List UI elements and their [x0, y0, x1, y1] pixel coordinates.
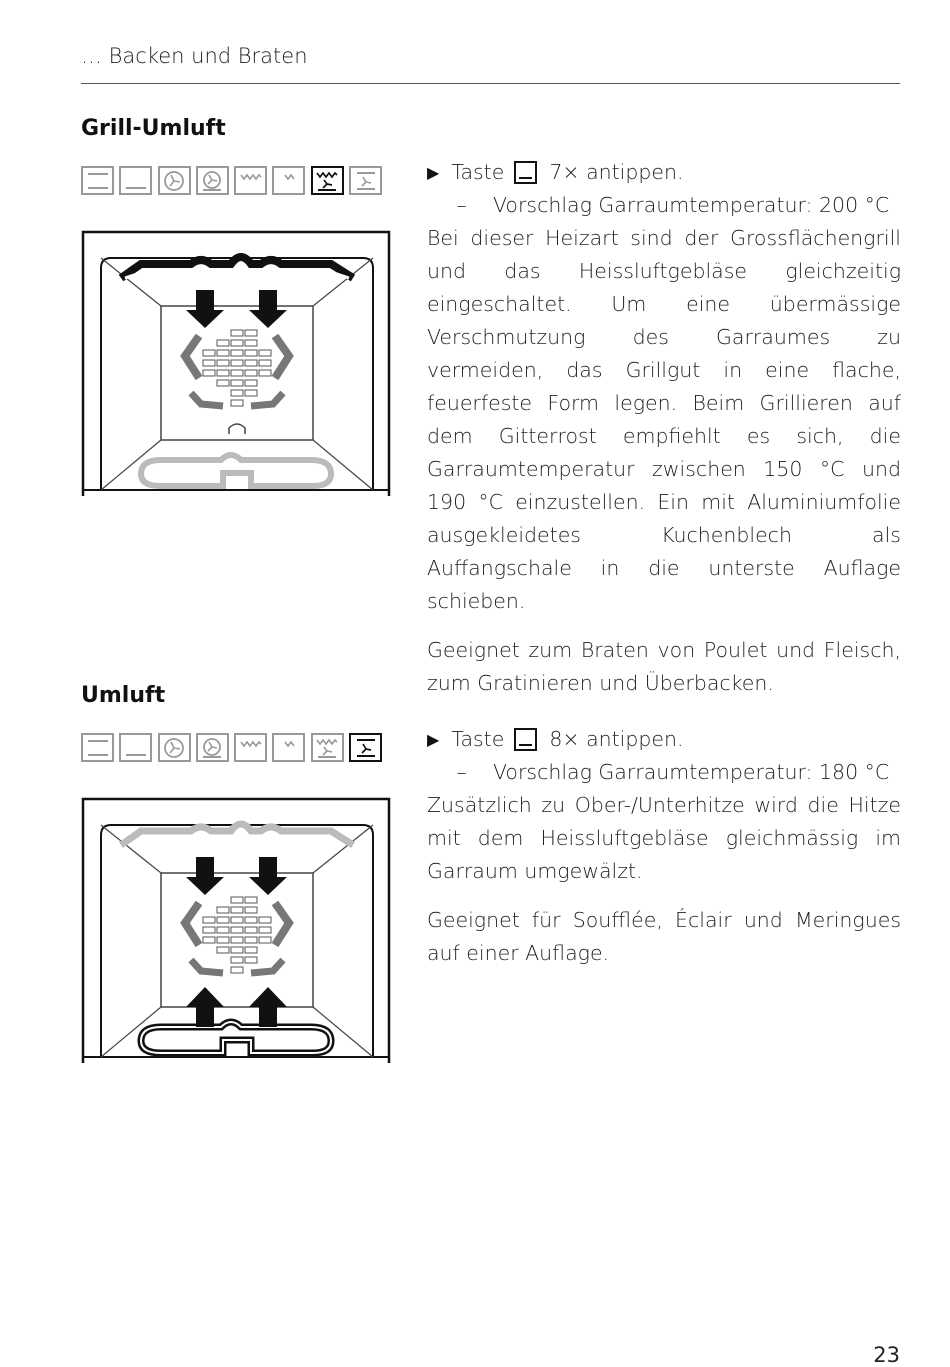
- suitability-paragraph: Geeignet für Soufflée, Éclair und Meringues auf einer Auflage.: [427, 908, 901, 965]
- bullet-triangle-icon: ▶: [427, 730, 440, 749]
- suitability-paragraph: Geeignet zum Braten von Poulet und Fleisch, zum Gratinieren und Überbacken.: [427, 638, 901, 695]
- mode-icon-row: [81, 166, 387, 195]
- hot-air-eco-icon: [196, 166, 229, 195]
- page-number: 23: [873, 1343, 900, 1367]
- oven-diagram-grill-fan: [81, 228, 393, 500]
- hot-air-eco-icon: [196, 733, 229, 762]
- small-grill-icon: [272, 733, 305, 762]
- top-bottom-heat-icon: [81, 733, 114, 762]
- suggestion-text: Vorschlag Garraumtemperatur: 180 °C: [493, 760, 890, 784]
- step-prefix: Taste: [451, 160, 505, 184]
- description-paragraph: Bei dieser Heizart sind der Grossflächengrill und das Heissluftgebläse gleichzeitig eingeschaltet. Um eine übermässige Verschmutzung des Garraumes zu vermeiden, das Grillgut in eine flache, feuerfeste Form legen. Beim Grillieren auf dem Gitterrost empfiehlt es sich, die Garraumtemperatur zwischen 150 °C und 190 °C einzustellen. Ein mit Aluminiumfolie ausgekleidetes Kuchenblech als Auffangschale in die unterste Auflage schieben.: [427, 226, 901, 613]
- mode-key-icon: [514, 728, 537, 751]
- small-grill-icon: [272, 166, 305, 195]
- instruction-step: [427, 156, 901, 189]
- convection-icon: [349, 733, 382, 762]
- hot-air-icon: [158, 166, 191, 195]
- description-paragraph: Zusätzlich zu Ober-/Unterhitze wird die Hitze mit dem Heissluftgebläse gleichmässig im Garraum umgewälzt.: [427, 793, 901, 883]
- temperature-suggestion: – Vorschlag Garraumtemperatur: 180 °C: [437, 760, 890, 784]
- grill-fan-icon: [311, 733, 344, 762]
- grill-fan-icon: [311, 166, 344, 195]
- temperature-suggestion: – Vorschlag Garraumtemperatur: 200 °C: [437, 193, 890, 217]
- top-bottom-heat-icon: [81, 166, 114, 195]
- mode-key-icon: [514, 161, 537, 184]
- running-header: … Backen und Braten: [81, 44, 308, 68]
- mode-icon-row: [81, 733, 387, 762]
- bottom-heat-icon: [119, 166, 152, 195]
- oven-diagram-convection: [81, 795, 393, 1067]
- step-suffix: 8× antippen.: [549, 727, 684, 751]
- bottom-heat-icon: [119, 733, 152, 762]
- full-grill-icon: [234, 166, 267, 195]
- section-text-umluft: [427, 723, 901, 970]
- instruction-step: [427, 723, 901, 756]
- section-heading-umluft: Umluft: [81, 683, 166, 708]
- bullet-triangle-icon: ▶: [427, 163, 440, 182]
- step-prefix: Taste: [451, 727, 505, 751]
- header-rule: [81, 83, 900, 84]
- hot-air-icon: [158, 733, 191, 762]
- section-text-grill-umluft: [427, 156, 901, 700]
- section-heading-grill-umluft: Grill-Umluft: [81, 116, 226, 141]
- convection-icon: [349, 166, 382, 195]
- step-suffix: 7× antippen.: [549, 160, 684, 184]
- suggestion-text: Vorschlag Garraumtemperatur: 200 °C: [493, 193, 890, 217]
- full-grill-icon: [234, 733, 267, 762]
